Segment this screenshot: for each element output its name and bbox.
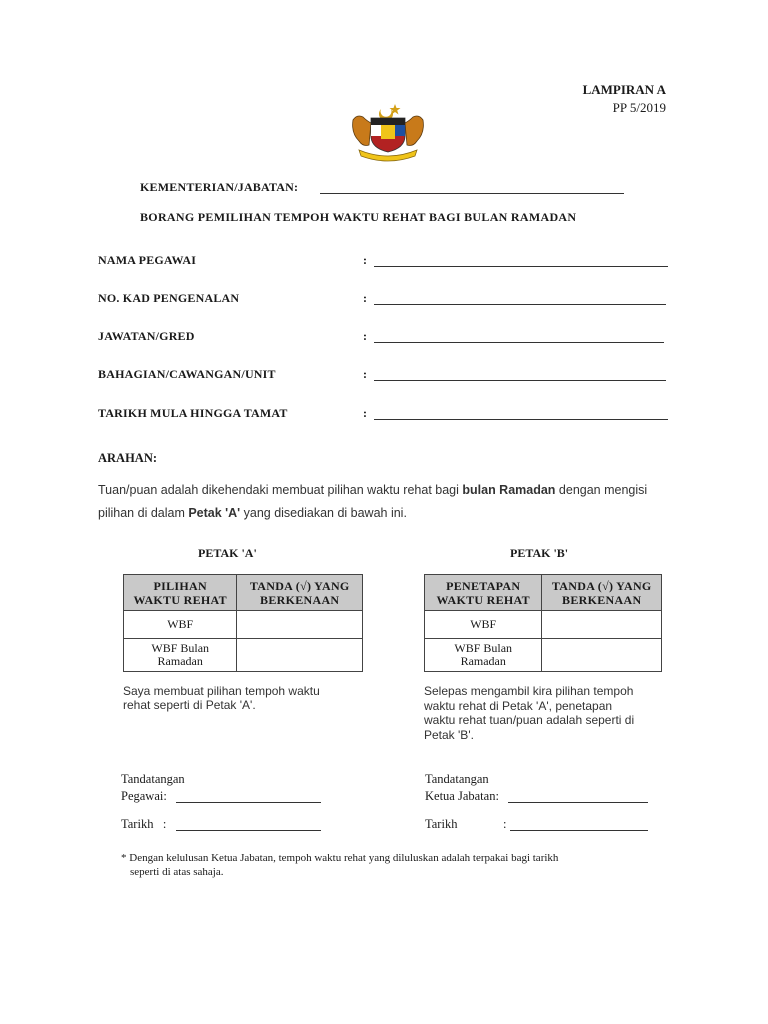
- petak-a-title: PETAK 'A': [198, 546, 257, 560]
- ministry-input-line[interactable]: [320, 193, 624, 194]
- petak-b-tick-cell-wbf-ramadan[interactable]: [542, 639, 662, 672]
- signature-right-date-line[interactable]: [510, 830, 648, 831]
- petak-a-row-wbf-ramadan: WBF Bulan Ramadan: [124, 639, 237, 672]
- petak-a-col1-header: PILIHAN WAKTU REHAT: [124, 575, 237, 611]
- field-colon: :: [363, 367, 367, 381]
- petak-a-tick-cell-wbf-ramadan[interactable]: [237, 639, 363, 672]
- petak-b-title: PETAK 'B': [510, 546, 569, 560]
- field-colon: :: [363, 291, 367, 305]
- signature-right-date-label: Tarikh: [425, 817, 458, 831]
- arahan-line-1: Tuan/puan adalah dikehendaki membuat pilihan waktu rehat bagi bulan Ramadan dengan mengisi: [98, 483, 648, 497]
- signature-left-pegawai: Pegawai:: [121, 789, 167, 803]
- petak-b-col2-header: TANDA (√) YANG BERKENAAN: [542, 575, 662, 611]
- field-line-tarikh[interactable]: [374, 419, 668, 420]
- arahan-heading: ARAHAN:: [98, 451, 158, 465]
- signature-left-date-label: Tarikh :: [121, 817, 167, 831]
- ministry-label: KEMENTERIAN/JABATAN:: [140, 180, 299, 194]
- field-line-jawatan[interactable]: [374, 342, 664, 343]
- signature-right-date-colon: :: [503, 817, 507, 831]
- footnote-line-1: * Dengan kelulusan Ketua Jabatan, tempoh waktu rehat yang diluluskan adalah terpakai bagi tarikh: [121, 852, 559, 864]
- petak-b-row-wbf: WBF: [425, 611, 542, 639]
- field-label-jawatan: JAWATAN/GRED: [98, 329, 195, 343]
- signature-left-line[interactable]: [176, 802, 321, 803]
- petak-b-col1-header: PENETAPAN WAKTU REHAT: [425, 575, 542, 611]
- field-colon: :: [363, 329, 367, 343]
- field-colon: :: [363, 253, 367, 267]
- signature-right-ketua: Ketua Jabatan:: [425, 789, 499, 803]
- petak-a-row-wbf: WBF: [124, 611, 237, 639]
- coat-of-arms-emblem: [347, 100, 429, 162]
- field-line-nama[interactable]: [374, 266, 668, 267]
- petak-a-tick-cell-wbf[interactable]: [237, 611, 363, 639]
- petak-a-table: [123, 574, 363, 672]
- signature-right-label: Tandatangan: [425, 772, 489, 786]
- field-label-tarikh: TARIKH MULA HINGGA TAMAT: [98, 406, 288, 420]
- field-colon: :: [363, 406, 367, 420]
- petak-a-caption: Saya membuat pilihan tempoh waktu rehat seperti di Petak 'A'.: [123, 684, 320, 712]
- petak-b-caption: Selepas mengambil kira pilihan tempoh waktu rehat di Petak 'A', penetapan waktu rehat tuan/puan adalah seperti di Petak 'B'.: [424, 684, 635, 742]
- petak-b-tick-cell-wbf[interactable]: [542, 611, 662, 639]
- petak-a-col2-header: TANDA (√) YANG BERKENAAN: [237, 575, 363, 611]
- field-line-bahagian[interactable]: [374, 380, 666, 381]
- field-label-bahagian: BAHAGIAN/CAWANGAN/UNIT: [98, 367, 276, 381]
- field-label-nama: NAMA PEGAWAI: [98, 253, 197, 267]
- field-label-kad-pengenalan: NO. KAD PENGENALAN: [98, 291, 240, 305]
- signature-right-line[interactable]: [508, 802, 648, 803]
- form-title: BORANG PEMILIHAN TEMPOH WAKTU REHAT BAGI BULAN RAMADAN: [140, 210, 577, 224]
- petak-b-row-wbf-ramadan: WBF Bulan Ramadan: [425, 639, 542, 672]
- reference-number: PP 5/2019: [612, 100, 666, 115]
- arahan-line-2: pilihan di dalam Petak 'A' yang disediakan di bawah ini.: [98, 506, 407, 520]
- petak-b-table: [424, 574, 662, 672]
- footnote-line-2: seperti di atas sahaja.: [130, 866, 224, 878]
- signature-left-label: Tandatangan: [121, 772, 185, 786]
- field-line-kad-pengenalan[interactable]: [374, 304, 666, 305]
- lampiran-label: LAMPIRAN A: [582, 82, 666, 97]
- signature-left-date-line[interactable]: [176, 830, 321, 831]
